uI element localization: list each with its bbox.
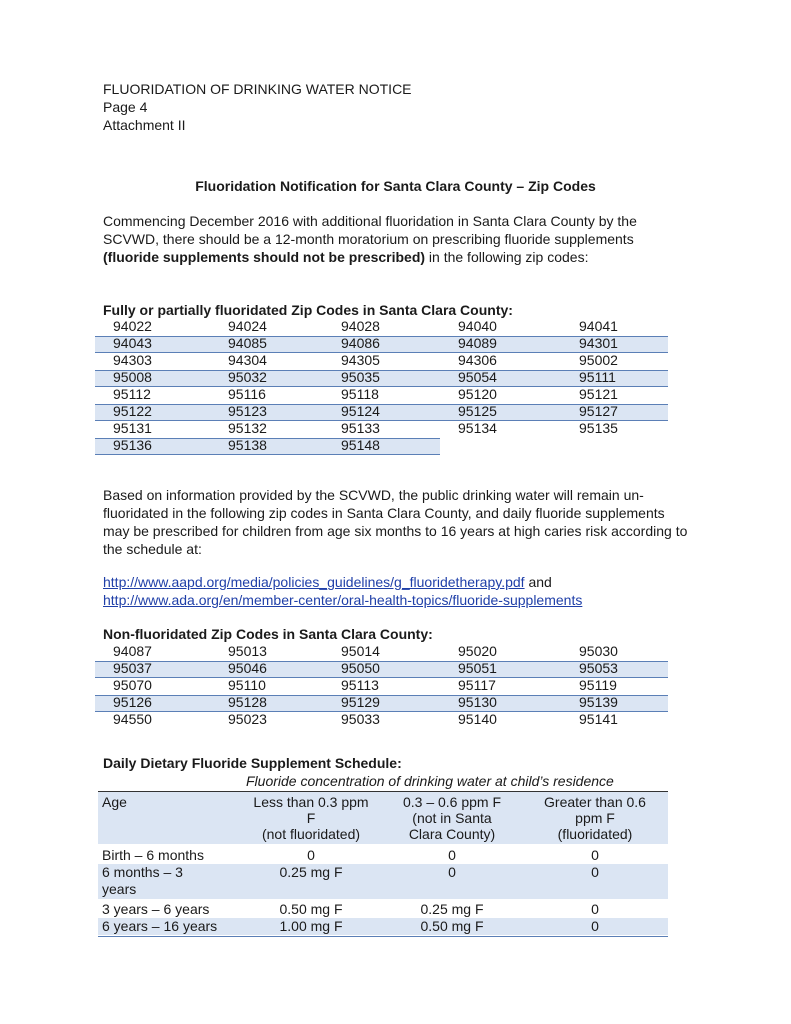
fluoridated-row — [95, 420, 668, 437]
schedule-col-c-header: ppm F — [575, 810, 615, 826]
fluoridated-zip-cell: 94085 — [228, 335, 267, 351]
nonfluoridated-row — [95, 711, 668, 728]
nonfluoridated-row — [95, 677, 668, 694]
fluoridated-zip-cell: 95131 — [113, 420, 152, 436]
fluoridated-row — [95, 403, 668, 420]
header-page-number: Page 4 — [103, 99, 148, 115]
schedule-col-a-header: Less than 0.3 ppm — [253, 794, 369, 810]
document-title: Fluoridation Notification for Santa Clara County – Zip Codes — [195, 178, 596, 194]
fluoridated-zip-cell: 94041 — [579, 318, 618, 334]
fluoridated-zip-cell: 94304 — [228, 352, 267, 368]
nonfluoridated-zip-cell: 95050 — [341, 660, 380, 676]
fluoridated-row — [95, 352, 668, 369]
schedule-age-cell: 6 months – 3 — [102, 864, 183, 880]
schedule-heading: Daily Dietary Fluoride Supplement Schedule: — [103, 755, 402, 771]
nonfluoridated-zip-cell: 95117 — [458, 677, 496, 693]
schedule-value-c: 0 — [591, 901, 599, 917]
schedule-col-b-header: 0.3 – 0.6 ppm F — [402, 794, 502, 810]
fluoridated-row — [95, 386, 668, 403]
fluoridated-zip-cell: 94040 — [458, 318, 497, 334]
schedule-value-a: 1.00 mg F — [279, 918, 343, 934]
nonfluoridated-zip-cell: 95070 — [113, 677, 152, 693]
fluoridated-row — [95, 437, 668, 454]
nonfluoridated-zip-cell: 95037 — [113, 660, 152, 676]
fluoridated-zip-cell: 95138 — [228, 437, 267, 453]
schedule-col-a-header: F — [306, 810, 316, 826]
fluoridated-zip-cell: 95132 — [228, 420, 267, 436]
schedule-value-a: 0.50 mg F — [279, 901, 343, 917]
fluoridated-zip-cell: 95123 — [228, 403, 267, 419]
nonfluoridated-zip-cell: 95020 — [458, 643, 497, 659]
fluoridated-row — [95, 318, 668, 335]
nonfluoridated-row — [95, 660, 668, 677]
fluoridated-zip-cell: 95032 — [228, 369, 267, 385]
schedule-value-c: 0 — [591, 864, 599, 880]
schedule-col-b-header: (not in Santa — [412, 810, 492, 826]
intro-text-2: in the following zip codes: — [425, 249, 589, 265]
schedule-bottom-rule — [98, 936, 668, 937]
nonfluoridated-zip-table — [95, 643, 668, 728]
schedule-caption: Fluoride concentration of drinking water at child’s residence — [246, 773, 614, 789]
nonfluoridated-zip-cell: 95141 — [579, 711, 618, 727]
fluoridated-zip-cell: 95111 — [579, 369, 616, 385]
fluoridated-zip-cell: 95133 — [341, 420, 380, 436]
links-and: and — [524, 574, 552, 590]
nonfluoridated-zip-cell: 95033 — [341, 711, 380, 727]
fluoridated-zip-cell: 95118 — [341, 386, 379, 402]
schedule-col-c-header: Greater than 0.6 — [544, 794, 646, 810]
schedule-value-c: 0 — [591, 847, 599, 863]
fluoridated-zip-cell: 95035 — [341, 369, 380, 385]
nonfluoridated-zip-cell: 95119 — [579, 677, 617, 693]
intro-bold: (fluoride supplements should not be prescribed) — [103, 249, 426, 265]
schedule-value-b: 0.50 mg F — [420, 918, 484, 934]
schedule-row — [98, 864, 668, 899]
nonfluoridated-zip-cell: 95013 — [228, 643, 267, 659]
nonfluoridated-zip-cell: 95023 — [228, 711, 267, 727]
fluoridated-zip-cell: 95124 — [341, 403, 380, 419]
middle-paragraph: Based on information provided by the SCVWD, the public drinking water will remain un-fluoridated in the following zip codes in Santa Clara County, and daily fluoride supplements may be prescribed for children from age six months to 16 years at high caries risk according to the schedule at: — [103, 487, 688, 557]
fluoridated-zip-cell: 95002 — [579, 352, 618, 368]
schedule-row — [98, 901, 668, 918]
nonfluoridated-zip-cell: 94550 — [113, 711, 152, 727]
header-title: FLUORIDATION OF DRINKING WATER NOTICE — [103, 81, 412, 97]
schedule-row — [98, 847, 668, 864]
intro-paragraph — [103, 212, 693, 266]
nonfluoridated-zip-cell: 95046 — [228, 660, 267, 676]
nonfluoridated-zip-cell: 95130 — [458, 694, 497, 710]
nonfluoridated-heading: Non-fluoridated Zip Codes in Santa Clara County: — [103, 626, 433, 642]
fluoridated-heading: Fully or partially fluoridated Zip Codes in Santa Clara County: — [103, 302, 513, 318]
schedule-col-age: Age — [102, 794, 127, 810]
fluoridated-zip-cell: 95148 — [341, 437, 380, 453]
fluoridated-zip-cell: 94086 — [341, 335, 380, 351]
header-attachment: Attachment II — [103, 117, 186, 133]
nonfluoridated-zip-cell: 95051 — [458, 660, 497, 676]
schedule-col-a-header: (not fluoridated) — [261, 826, 361, 842]
schedule-value-b: 0 — [448, 847, 456, 863]
fluoridated-zip-cell: 94301 — [579, 335, 618, 351]
fluoridated-zip-cell: 94028 — [341, 318, 380, 334]
nonfluoridated-zip-cell: 95014 — [341, 643, 380, 659]
fluoridated-zip-cell: 95120 — [458, 386, 497, 402]
fluoridated-zip-cell: 94043 — [113, 335, 152, 351]
intro-text-1: Commencing December 2016 with additional fluoridation in Santa Clara County by the SCVWD, there should be a 12-month moratorium on prescribing fluoride supplements — [103, 213, 637, 247]
fluoridated-zip-cell: 95121 — [579, 386, 618, 402]
fluoridated-zip-cell: 95136 — [113, 437, 152, 453]
aapd-link[interactable]: http://www.aapd.org/media/policies_guidelines/g_fluoridetherapy.pdf — [103, 574, 525, 590]
fluoridated-zip-cell: 94305 — [341, 352, 380, 368]
nonfluoridated-zip-cell: 95139 — [579, 694, 618, 710]
fluoridated-zip-cell: 94024 — [228, 318, 267, 334]
fluoridated-zip-cell: 94303 — [113, 352, 152, 368]
nonfluoridated-zip-cell: 95140 — [458, 711, 497, 727]
schedule-value-c: 0 — [591, 918, 599, 934]
fluoridated-zip-cell: 94022 — [113, 318, 152, 334]
fluoridated-zip-cell: 95135 — [579, 420, 618, 436]
nonfluoridated-zip-cell: 95113 — [341, 677, 379, 693]
nonfluoridated-zip-cell: 95128 — [228, 694, 267, 710]
fluoridated-zip-cell: 95008 — [113, 369, 152, 385]
fluoridated-zip-cell: 95112 — [113, 386, 151, 402]
schedule-age-cell: years — [102, 881, 137, 897]
schedule-age-cell: 3 years – 6 years — [102, 901, 210, 917]
schedule-value-a: 0.25 mg F — [279, 864, 343, 880]
nonfluoridated-zip-cell: 95129 — [341, 694, 380, 710]
schedule-row — [98, 918, 668, 935]
nonfluoridated-row — [95, 643, 668, 660]
nonfluoridated-zip-cell: 95053 — [579, 660, 618, 676]
fluoridated-row — [95, 369, 668, 386]
fluoridated-zip-table — [95, 318, 668, 454]
schedule-col-b-header: Clara County) — [408, 826, 496, 842]
schedule-age-cell: Birth – 6 months — [102, 847, 204, 863]
fluoridated-zip-cell: 95122 — [113, 403, 152, 419]
schedule-value-a: 0 — [307, 847, 315, 863]
page-header — [103, 80, 412, 134]
fluoridated-row — [95, 335, 668, 352]
nonfluoridated-zip-cell: 94087 — [113, 643, 152, 659]
schedule-col-c-header: (fluoridated) — [557, 826, 633, 842]
fluoridated-zip-cell: 95127 — [579, 403, 618, 419]
fluoridated-zip-cell: 95054 — [458, 369, 497, 385]
nonfluoridated-zip-cell: 95126 — [113, 694, 152, 710]
schedule-value-b: 0 — [448, 864, 456, 880]
fluoridated-zip-cell: 95116 — [228, 386, 266, 402]
nonfluoridated-row — [95, 694, 668, 711]
fluoridated-zip-cell: 95134 — [458, 420, 497, 436]
nonfluoridated-zip-cell: 95110 — [228, 677, 266, 693]
nonfluoridated-zip-cell: 95030 — [579, 643, 618, 659]
reference-links — [103, 573, 582, 609]
ada-link[interactable]: http://www.ada.org/en/member-center/oral-health-topics/fluoride-supplements — [103, 592, 583, 608]
fluoridated-zip-cell: 94089 — [458, 335, 497, 351]
schedule-value-b: 0.25 mg F — [420, 901, 484, 917]
fluoridated-zip-cell: 95125 — [458, 403, 497, 419]
fluoridated-zip-cell: 94306 — [458, 352, 497, 368]
schedule-age-cell: 6 years – 16 years — [102, 918, 218, 934]
schedule-header-row — [98, 792, 668, 844]
